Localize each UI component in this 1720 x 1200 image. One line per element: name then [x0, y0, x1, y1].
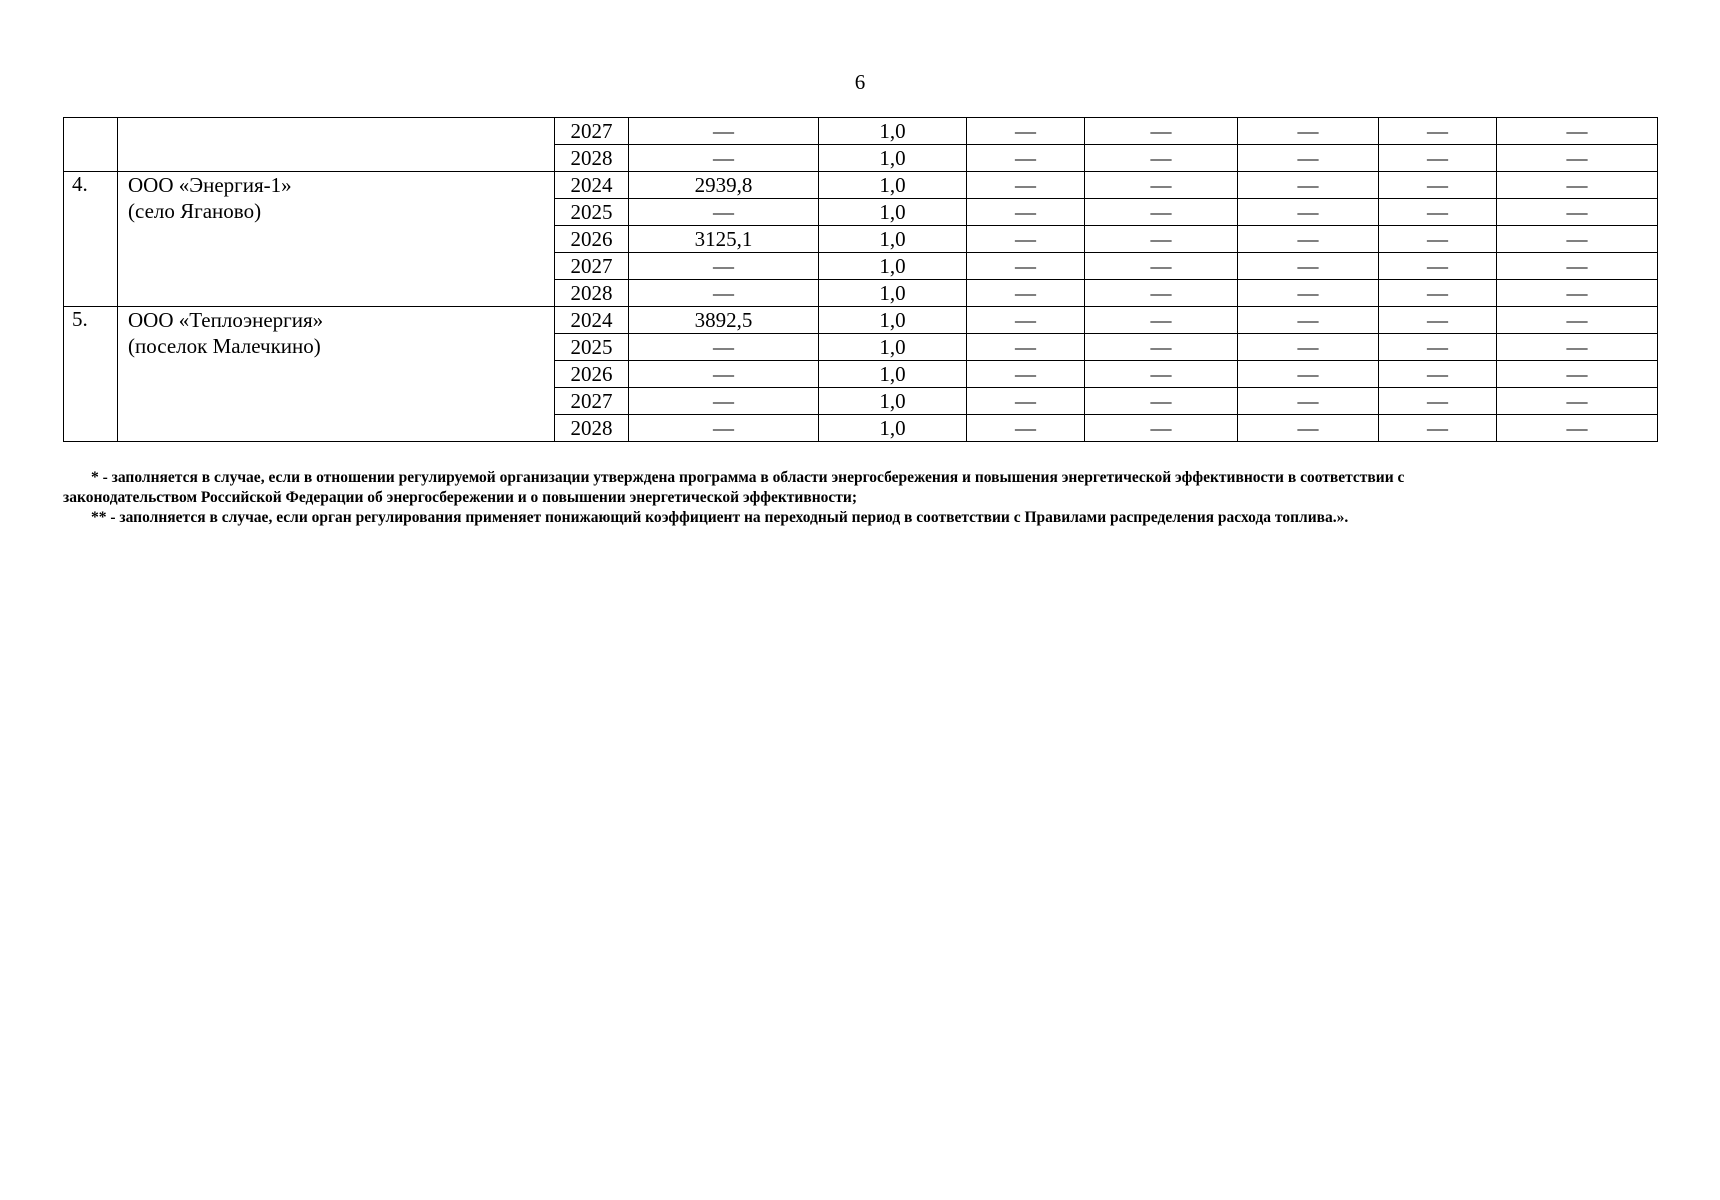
year-cell: 2028 — [555, 280, 629, 307]
footnote-2: ** - заполняется в случае, если орган регулирования применяет понижающий коэффициент на переходный период в соответствии с Правилами распределения расхода топлива.». — [91, 509, 1349, 526]
organization-cell — [118, 307, 555, 442]
value-cell-c6: — — [1379, 118, 1497, 145]
value-cell-c6: — — [1379, 172, 1497, 199]
value-cell-c4: — — [1085, 415, 1238, 442]
tariff-table — [63, 117, 1658, 442]
value-cell-c4: — — [1085, 361, 1238, 388]
value-cell-c2: 1,0 — [819, 307, 967, 334]
year-cell: 2027 — [555, 253, 629, 280]
value-cell-c5: — — [1238, 172, 1379, 199]
value-cell-c6: — — [1379, 145, 1497, 172]
value-cell-c1: 3892,5 — [629, 307, 819, 334]
table-row — [64, 307, 1658, 334]
value-cell-c3: — — [967, 226, 1085, 253]
value-cell-c1: — — [629, 415, 819, 442]
year-cell: 2025 — [555, 199, 629, 226]
value-cell-c6: — — [1379, 199, 1497, 226]
value-cell-c5: — — [1238, 334, 1379, 361]
value-cell-c3: — — [967, 280, 1085, 307]
value-cell-c5: — — [1238, 226, 1379, 253]
value-cell-c4: — — [1085, 253, 1238, 280]
value-cell-c5: — — [1238, 388, 1379, 415]
value-cell-c2: 1,0 — [819, 172, 967, 199]
value-cell-c1: — — [629, 253, 819, 280]
value-cell-c3: — — [967, 172, 1085, 199]
footnotes — [63, 468, 1657, 528]
value-cell-c1: — — [629, 388, 819, 415]
value-cell-c1: 2939,8 — [629, 172, 819, 199]
value-cell-c3: — — [967, 388, 1085, 415]
row-number-cell: 4. — [64, 172, 118, 307]
value-cell-c4: — — [1085, 280, 1238, 307]
year-cell: 2025 — [555, 334, 629, 361]
value-cell-c6: — — [1379, 361, 1497, 388]
value-cell-c7: — — [1497, 361, 1658, 388]
value-cell-c2: 1,0 — [819, 415, 967, 442]
year-cell: 2028 — [555, 415, 629, 442]
value-cell-c3: — — [967, 118, 1085, 145]
value-cell-c2: 1,0 — [819, 361, 967, 388]
value-cell-c2: 1,0 — [819, 118, 967, 145]
table-row — [64, 118, 1658, 145]
value-cell-c7: — — [1497, 280, 1658, 307]
value-cell-c4: — — [1085, 199, 1238, 226]
value-cell-c4: — — [1085, 172, 1238, 199]
value-cell-c6: — — [1379, 415, 1497, 442]
value-cell-c7: — — [1497, 253, 1658, 280]
value-cell-c1: — — [629, 280, 819, 307]
value-cell-c7: — — [1497, 307, 1658, 334]
value-cell-c1: — — [629, 199, 819, 226]
value-cell-c2: 1,0 — [819, 388, 967, 415]
value-cell-c2: 1,0 — [819, 226, 967, 253]
value-cell-c4: — — [1085, 226, 1238, 253]
organization-name-line: (поселок Малечкино) — [128, 334, 321, 358]
year-cell: 2024 — [555, 307, 629, 334]
value-cell-c1: — — [629, 118, 819, 145]
table-body — [64, 118, 1658, 442]
row-number-cell: 5. — [64, 307, 118, 442]
value-cell-c7: — — [1497, 145, 1658, 172]
value-cell-c2: 1,0 — [819, 334, 967, 361]
row-number-cell — [64, 118, 118, 172]
organization-cell — [118, 118, 555, 172]
value-cell-c7: — — [1497, 199, 1658, 226]
value-cell-c5: — — [1238, 253, 1379, 280]
value-cell-c7: — — [1497, 226, 1658, 253]
value-cell-c3: — — [967, 199, 1085, 226]
year-cell: 2027 — [555, 118, 629, 145]
value-cell-c7: — — [1497, 334, 1658, 361]
organization-cell — [118, 172, 555, 307]
value-cell-c3: — — [967, 334, 1085, 361]
value-cell-c6: — — [1379, 280, 1497, 307]
value-cell-c1: — — [629, 334, 819, 361]
value-cell-c6: — — [1379, 253, 1497, 280]
value-cell-c2: 1,0 — [819, 145, 967, 172]
value-cell-c5: — — [1238, 361, 1379, 388]
value-cell-c7: — — [1497, 118, 1658, 145]
value-cell-c2: 1,0 — [819, 280, 967, 307]
value-cell-c3: — — [967, 253, 1085, 280]
year-cell: 2028 — [555, 145, 629, 172]
value-cell-c6: — — [1379, 334, 1497, 361]
value-cell-c4: — — [1085, 334, 1238, 361]
value-cell-c1: — — [629, 361, 819, 388]
year-cell: 2024 — [555, 172, 629, 199]
value-cell-c5: — — [1238, 280, 1379, 307]
year-cell: 2026 — [555, 361, 629, 388]
value-cell-c5: — — [1238, 118, 1379, 145]
value-cell-c7: — — [1497, 388, 1658, 415]
value-cell-c4: — — [1085, 388, 1238, 415]
value-cell-c3: — — [967, 361, 1085, 388]
value-cell-c6: — — [1379, 307, 1497, 334]
page-number: 6 — [854, 70, 866, 94]
value-cell-c4: — — [1085, 118, 1238, 145]
value-cell-c6: — — [1379, 226, 1497, 253]
value-cell-c3: — — [967, 415, 1085, 442]
value-cell-c7: — — [1497, 172, 1658, 199]
value-cell-c5: — — [1238, 145, 1379, 172]
value-cell-c5: — — [1238, 415, 1379, 442]
organization-name-line: ООО «Теплоэнергия» — [128, 308, 324, 332]
footnote-1-line-2: законодательством Российской Федерации об энергосбережении и о повышении энергетической эффективности; — [63, 489, 857, 506]
value-cell-c2: 1,0 — [819, 199, 967, 226]
value-cell-c1: — — [629, 145, 819, 172]
footnote-1-line-1: * - заполняется в случае, если в отношении регулируемой организации утверждена программа в области энергосбережения и повышения энергетической эффективности в соответствии с — [91, 469, 1405, 486]
value-cell-c3: — — [967, 307, 1085, 334]
value-cell-c4: — — [1085, 145, 1238, 172]
value-cell-c3: — — [967, 145, 1085, 172]
organization-name-line: (село Яганово) — [128, 199, 262, 223]
value-cell-c2: 1,0 — [819, 253, 967, 280]
value-cell-c7: — — [1497, 415, 1658, 442]
value-cell-c6: — — [1379, 388, 1497, 415]
organization-name-line: ООО «Энергия-1» — [128, 173, 292, 197]
value-cell-c5: — — [1238, 199, 1379, 226]
value-cell-c1: 3125,1 — [629, 226, 819, 253]
value-cell-c4: — — [1085, 307, 1238, 334]
year-cell: 2027 — [555, 388, 629, 415]
table-row — [64, 172, 1658, 199]
year-cell: 2026 — [555, 226, 629, 253]
value-cell-c5: — — [1238, 307, 1379, 334]
